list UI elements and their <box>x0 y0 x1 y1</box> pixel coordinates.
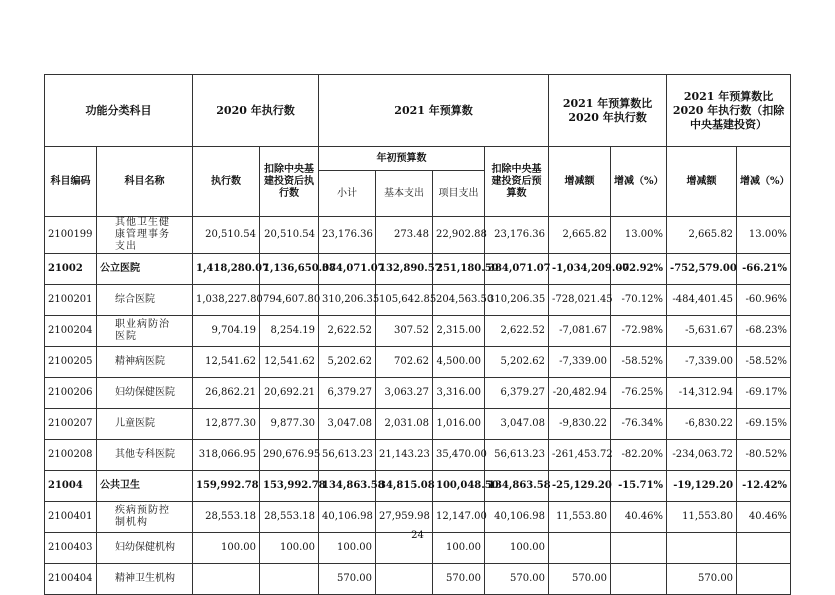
cell-project: 12,147.00 <box>433 502 485 533</box>
header-compare: 2021 年预算数比2020 年执行数 <box>549 75 667 147</box>
cell-exec: 12,541.62 <box>193 347 260 378</box>
cell-name: 职业病防治医院 <box>97 316 193 347</box>
cell-basic <box>376 564 433 595</box>
cell-inc-amt-2: -752,579.00 <box>667 254 737 285</box>
cell-exec: 1,038,227.80 <box>193 285 260 316</box>
budget-table <box>44 74 791 595</box>
table-row <box>45 440 791 471</box>
cell-subtotal: 310,206.35 <box>319 285 376 316</box>
cell-exec: 26,862.21 <box>193 378 260 409</box>
cell-budget-deducted: 2,622.52 <box>485 316 549 347</box>
header-exec: 执行数 <box>193 147 260 217</box>
cell-inc-amt-2: -7,339.00 <box>667 347 737 378</box>
cell-code: 2100201 <box>45 285 97 316</box>
cell-name: 公共卫生 <box>97 471 193 502</box>
cell-inc-amt-2: 11,553.80 <box>667 502 737 533</box>
cell-inc-pct: -72.92% <box>611 254 667 285</box>
cell-basic: 27,959.98 <box>376 502 433 533</box>
cell-project: 4,500.00 <box>433 347 485 378</box>
cell-exec: 1,418,280.07 <box>193 254 260 285</box>
cell-budget-deducted: 6,379.27 <box>485 378 549 409</box>
cell-name: 妇幼保健医院 <box>97 378 193 409</box>
cell-inc-amt: -7,081.67 <box>549 316 611 347</box>
cell-exec: 20,510.54 <box>193 217 260 254</box>
cell-budget-deducted: 384,071.07 <box>485 254 549 285</box>
cell-code: 2100404 <box>45 564 97 595</box>
cell-inc-amt-2: -484,401.45 <box>667 285 737 316</box>
cell-inc-pct: -72.98% <box>611 316 667 347</box>
cell-inc-amt-2: -6,830.22 <box>667 409 737 440</box>
table-row <box>45 217 791 254</box>
cell-inc-amt: 11,553.80 <box>549 502 611 533</box>
cell-exec-deducted: 20,692.21 <box>260 378 319 409</box>
cell-inc-pct-2: -60.96% <box>737 285 791 316</box>
header-budget-deducted: 扣除中央基建投资后预算数 <box>485 147 549 217</box>
cell-inc-pct: -70.12% <box>611 285 667 316</box>
cell-basic: 702.62 <box>376 347 433 378</box>
cell-basic: 132,890.57 <box>376 254 433 285</box>
cell-subtotal: 23,176.36 <box>319 217 376 254</box>
cell-inc-amt-2: -5,631.67 <box>667 316 737 347</box>
header-inc-amt-2: 增减额 <box>667 147 737 217</box>
cell-inc-pct-2: -66.21% <box>737 254 791 285</box>
header-compare-deducted: 2021 年预算数比2020 年执行数（扣除中央基建投资） <box>667 75 791 147</box>
cell-inc-pct: -82.20% <box>611 440 667 471</box>
cell-subtotal: 5,202.62 <box>319 347 376 378</box>
cell-budget-deducted: 40,106.98 <box>485 502 549 533</box>
cell-exec-deducted: 794,607.80 <box>260 285 319 316</box>
cell-name: 综合医院 <box>97 285 193 316</box>
cell-subtotal: 56,613.23 <box>319 440 376 471</box>
cell-code: 2100403 <box>45 533 97 564</box>
cell-exec: 318,066.95 <box>193 440 260 471</box>
cell-name: 精神卫生机构 <box>97 564 193 595</box>
cell-basic: 34,815.08 <box>376 471 433 502</box>
cell-exec: 9,704.19 <box>193 316 260 347</box>
cell-inc-amt: -25,129.20 <box>549 471 611 502</box>
cell-inc-amt: 570.00 <box>549 564 611 595</box>
cell-subtotal: 6,379.27 <box>319 378 376 409</box>
cell-basic: 21,143.23 <box>376 440 433 471</box>
cell-basic: 273.48 <box>376 217 433 254</box>
cell-basic: 3,063.27 <box>376 378 433 409</box>
cell-code: 2100199 <box>45 217 97 254</box>
cell-inc-pct-2: -68.23% <box>737 316 791 347</box>
cell-inc-amt: -1,034,209.00 <box>549 254 611 285</box>
cell-subtotal: 134,863.58 <box>319 471 376 502</box>
cell-subtotal: 570.00 <box>319 564 376 595</box>
cell-inc-amt-2: 2,665.82 <box>667 217 737 254</box>
cell-name: 公立医院 <box>97 254 193 285</box>
cell-exec-deducted: 12,541.62 <box>260 347 319 378</box>
cell-exec-deducted: 100.00 <box>260 533 319 564</box>
cell-name: 其他专科医院 <box>97 440 193 471</box>
cell-subtotal: 3,047.08 <box>319 409 376 440</box>
cell-inc-pct: 13.00% <box>611 217 667 254</box>
cell-inc-amt-2: -19,129.20 <box>667 471 737 502</box>
cell-project: 251,180.50 <box>433 254 485 285</box>
cell-inc-pct-2: -69.15% <box>737 409 791 440</box>
cell-name: 儿童医院 <box>97 409 193 440</box>
cell-code: 2100206 <box>45 378 97 409</box>
cell-exec-deducted <box>260 564 319 595</box>
cell-basic: 2,031.08 <box>376 409 433 440</box>
cell-exec-deducted: 290,676.95 <box>260 440 319 471</box>
cell-exec: 100.00 <box>193 533 260 564</box>
table-row <box>45 409 791 440</box>
cell-exec-deducted: 20,510.54 <box>260 217 319 254</box>
cell-subtotal: 40,106.98 <box>319 502 376 533</box>
cell-budget-deducted: 134,863.58 <box>485 471 549 502</box>
cell-project: 100,048.50 <box>433 471 485 502</box>
cell-exec-deducted: 28,553.18 <box>260 502 319 533</box>
cell-budget-deducted: 56,613.23 <box>485 440 549 471</box>
cell-inc-amt: -7,339.00 <box>549 347 611 378</box>
cell-inc-pct: -76.34% <box>611 409 667 440</box>
cell-inc-pct <box>611 564 667 595</box>
cell-subtotal: 100.00 <box>319 533 376 564</box>
cell-inc-amt: -9,830.22 <box>549 409 611 440</box>
header-exec-deducted: 扣除中央基建投资后执行数 <box>260 147 319 217</box>
cell-inc-pct-2: -12.42% <box>737 471 791 502</box>
header-initial-budget: 年初预算数 <box>319 147 485 171</box>
cell-inc-pct: -76.25% <box>611 378 667 409</box>
cell-code: 2100207 <box>45 409 97 440</box>
cell-inc-pct: 40.46% <box>611 502 667 533</box>
cell-budget-deducted: 5,202.62 <box>485 347 549 378</box>
cell-inc-pct-2: -58.52% <box>737 347 791 378</box>
cell-exec: 28,553.18 <box>193 502 260 533</box>
cell-exec <box>193 564 260 595</box>
cell-project: 100.00 <box>433 533 485 564</box>
cell-inc-pct: -58.52% <box>611 347 667 378</box>
cell-inc-amt-2: 570.00 <box>667 564 737 595</box>
table-row <box>45 564 791 595</box>
page-number: 24 <box>411 530 424 541</box>
cell-code: 21002 <box>45 254 97 285</box>
cell-code: 2100208 <box>45 440 97 471</box>
cell-exec-deducted: 1,136,650.07 <box>260 254 319 285</box>
header-name: 科目名称 <box>97 147 193 217</box>
cell-inc-amt: -261,453.72 <box>549 440 611 471</box>
cell-budget-deducted: 310,206.35 <box>485 285 549 316</box>
cell-budget-deducted: 23,176.36 <box>485 217 549 254</box>
cell-inc-pct-2: -80.52% <box>737 440 791 471</box>
header-project: 项目支出 <box>433 171 485 217</box>
cell-code: 2100204 <box>45 316 97 347</box>
header-2020-exec: 2020 年执行数 <box>193 75 319 147</box>
table-row <box>45 502 791 533</box>
cell-code: 21004 <box>45 471 97 502</box>
cell-inc-pct-2: 40.46% <box>737 502 791 533</box>
cell-name: 疾病预防控制机构 <box>97 502 193 533</box>
header-inc-pct: 增减（%） <box>611 147 667 217</box>
cell-inc-pct-2 <box>737 564 791 595</box>
cell-exec-deducted: 9,877.30 <box>260 409 319 440</box>
cell-project: 204,563.50 <box>433 285 485 316</box>
header-row-2 <box>45 147 791 171</box>
cell-name: 其他卫生健康管理事务支出 <box>97 217 193 254</box>
cell-budget-deducted: 3,047.08 <box>485 409 549 440</box>
cell-name: 妇幼保健机构 <box>97 533 193 564</box>
cell-exec: 159,992.78 <box>193 471 260 502</box>
cell-exec-deducted: 153,992.78 <box>260 471 319 502</box>
cell-inc-amt-2: -14,312.94 <box>667 378 737 409</box>
header-code: 科目编码 <box>45 147 97 217</box>
cell-name: 精神病医院 <box>97 347 193 378</box>
cell-project: 2,315.00 <box>433 316 485 347</box>
cell-project: 1,016.00 <box>433 409 485 440</box>
header-subtotal: 小计 <box>319 171 376 217</box>
table-row <box>45 471 791 502</box>
cell-project: 35,470.00 <box>433 440 485 471</box>
table-row <box>45 347 791 378</box>
cell-basic: 307.52 <box>376 316 433 347</box>
table-row <box>45 316 791 347</box>
cell-project: 570.00 <box>433 564 485 595</box>
cell-exec: 12,877.30 <box>193 409 260 440</box>
cell-inc-amt: -728,021.45 <box>549 285 611 316</box>
cell-inc-pct-2: 13.00% <box>737 217 791 254</box>
cell-subtotal: 2,622.52 <box>319 316 376 347</box>
cell-budget-deducted: 100.00 <box>485 533 549 564</box>
header-2021-budget: 2021 年预算数 <box>319 75 549 147</box>
cell-inc-amt: -20,482.94 <box>549 378 611 409</box>
cell-project: 3,316.00 <box>433 378 485 409</box>
cell-inc-amt-2: -234,063.72 <box>667 440 737 471</box>
cell-inc-pct: -15.71% <box>611 471 667 502</box>
cell-code: 2100401 <box>45 502 97 533</box>
table-row <box>45 378 791 409</box>
header-inc-amt: 增减额 <box>549 147 611 217</box>
cell-inc-amt: 2,665.82 <box>549 217 611 254</box>
cell-code: 2100205 <box>45 347 97 378</box>
cell-subtotal: 384,071.07 <box>319 254 376 285</box>
header-basic: 基本支出 <box>376 171 433 217</box>
table-row <box>45 254 791 285</box>
cell-exec-deducted: 8,254.19 <box>260 316 319 347</box>
cell-project: 22,902.88 <box>433 217 485 254</box>
cell-inc-pct-2: -69.17% <box>737 378 791 409</box>
table-row <box>45 285 791 316</box>
cell-basic: 105,642.85 <box>376 285 433 316</box>
cell-budget-deducted: 570.00 <box>485 564 549 595</box>
header-row-1 <box>45 75 791 147</box>
header-func-category: 功能分类科目 <box>45 75 193 147</box>
header-inc-pct-2: 增减（%） <box>737 147 791 217</box>
